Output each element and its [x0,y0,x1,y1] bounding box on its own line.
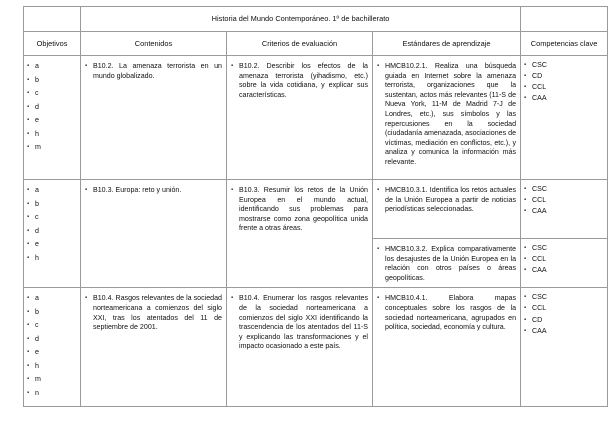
competencia-item: ▪ CCL [524,255,604,265]
competencias-cell [521,180,608,288]
objetivo-item: ▪ h [27,254,77,263]
objetivo-item: ▪ a [27,186,77,195]
objetivo-item: ▪ c [27,89,77,98]
title-spacer-right [521,7,608,32]
objetivo-item: ▪ b [27,76,77,85]
objetivo-item: ▪ d [27,227,77,236]
estandar-text: ▪ HMCB10.4.1. Elabora mapas conceptuales sobre los rasgos de la sociedad norteamericana, agrupados en política, sociedad, economía y cultura. [373,288,520,336]
estandar-subcell [373,180,520,239]
header-criterios: Criterios de evaluación [227,32,373,56]
competencia-item: ▪ CSC [524,61,604,71]
objetivo-item: ▪ h [27,362,77,371]
competencia-item: ▪ CAA [524,327,604,337]
competencias-list [521,288,607,340]
competencia-item: ▪ CD [524,72,604,82]
criterio-cell [227,288,373,407]
table-title: Historia del Mundo Contemporáneo. 1º de bachillerato [81,7,521,32]
objetivo-item: ▪ d [27,103,77,112]
objetivo-item: ▪ a [27,294,77,303]
curriculum-table [23,6,608,407]
criterio-cell [227,56,373,180]
objetivos-list [24,56,80,161]
contenido-text: ▪ B10.2. La amenaza terrorista en un mundo globalizado. [81,56,226,85]
competencia-item: ▪ CSC [524,293,604,303]
table-row [24,180,608,288]
competencias-cell [521,288,608,407]
competencia-item: ▪ CCL [524,196,604,206]
objetivo-item: ▪ c [27,321,77,330]
competencia-item: ▪ CSC [524,244,604,254]
competencias-list [521,56,607,108]
objetivo-item: ▪ m [27,375,77,384]
title-spacer [24,7,81,32]
objetivo-item: ▪ e [27,116,77,125]
title-row [24,7,608,32]
competencia-item: ▪ CSC [524,185,604,195]
estandar-cell [373,288,521,407]
objetivo-item: ▪ n [27,389,77,398]
competencia-item: ▪ CAA [524,266,604,276]
objetivo-item: ▪ e [27,348,77,357]
contenido-text: ▪ B10.4. Rasgos relevantes de la sociedad norteamericana a comienzos del siglo XXI, tras los atentados del 11 de septiembre de 2001. [81,288,226,336]
competencia-item: ▪ CCL [524,304,604,314]
estandar-cell [373,180,521,288]
contenido-cell [81,180,227,288]
competencia-item: ▪ CAA [524,207,604,217]
header-row [24,32,608,56]
table-row [24,288,608,407]
objetivos-list [24,180,80,271]
header-objetivos: Objetivos [24,32,81,56]
estandar-text: ▪ HMCB10.3.2. Explica comparativamente los desajustes de la Unión Europea en la relación con otros países o áreas geopolíticas. [373,239,520,287]
objetivos-cell [24,288,81,407]
objetivo-item: ▪ d [27,335,77,344]
competencia-item: ▪ CAA [524,94,604,104]
estandar-text: ▪ HMCB10.3.1. Identifica los retos actuales de la Unión Europea a partir de noticias periodísticas seleccionadas. [373,180,520,219]
contenido-cell [81,56,227,180]
estandar-text: ▪ HMCB10.2.1. Realiza una búsqueda guiada en Internet sobre la amenaza terrorista, organizaciones que la sustentan, actos más relevantes (11-S de Nueva York, 11-M de Madrid 7-J de Londres, etc.), sus símbolos y las repercusiones en la sociedad (ciudadanía amenazada, asociaciones de víctimas, mediación en conflictos, etc.), y analiza y comunica la información más relevante. [373,56,520,172]
competencias-list [521,239,607,280]
competencia-item: ▪ CCL [524,83,604,93]
table-row [24,56,608,180]
criterio-cell [227,180,373,288]
objetivo-item: ▪ h [27,130,77,139]
objetivo-item: ▪ b [27,200,77,209]
objetivo-item: ▪ e [27,240,77,249]
objetivo-item: ▪ m [27,143,77,152]
objetivo-item: ▪ b [27,308,77,317]
header-estandares: Estándares de aprendizaje [373,32,521,56]
criterio-text: ▪ B10.4. Enumerar los rasgos relevantes de la sociedad norteamericana a comienzos del siglo XXI identificando la trascendencia de los atentados del 11-S y explicando las transformaciones y el impacto ocasionado a este país. [227,288,372,356]
contenido-text: ▪ B10.3. Europa: reto y unión. [81,180,226,200]
competencias-list [521,180,607,221]
header-contenidos: Contenidos [81,32,227,56]
competencias-subcell [521,239,607,280]
competencias-cell [521,56,608,180]
objetivo-item: ▪ a [27,62,77,71]
objetivo-item: ▪ c [27,213,77,222]
contenido-cell [81,288,227,407]
estandar-subcell [373,239,520,287]
objetivos-list [24,288,80,406]
competencias-subcell [521,180,607,239]
estandar-cell [373,56,521,180]
objetivos-cell [24,180,81,288]
header-competencias: Competencias clave [521,32,608,56]
criterio-text: ▪ B10.3. Resumir los retos de la Unión Europea en el mundo actual, identificando sus problemas para mostrarse como zona geopolítica unida frente a otras áreas. [227,180,372,238]
competencia-item: ▪ CD [524,316,604,326]
objetivos-cell [24,56,81,180]
criterio-text: ▪ B10.2. Describir los efectos de la amenaza terrorista (yihadismo, etc.) sobre la vida cotidiana, y explicar sus características. [227,56,372,104]
